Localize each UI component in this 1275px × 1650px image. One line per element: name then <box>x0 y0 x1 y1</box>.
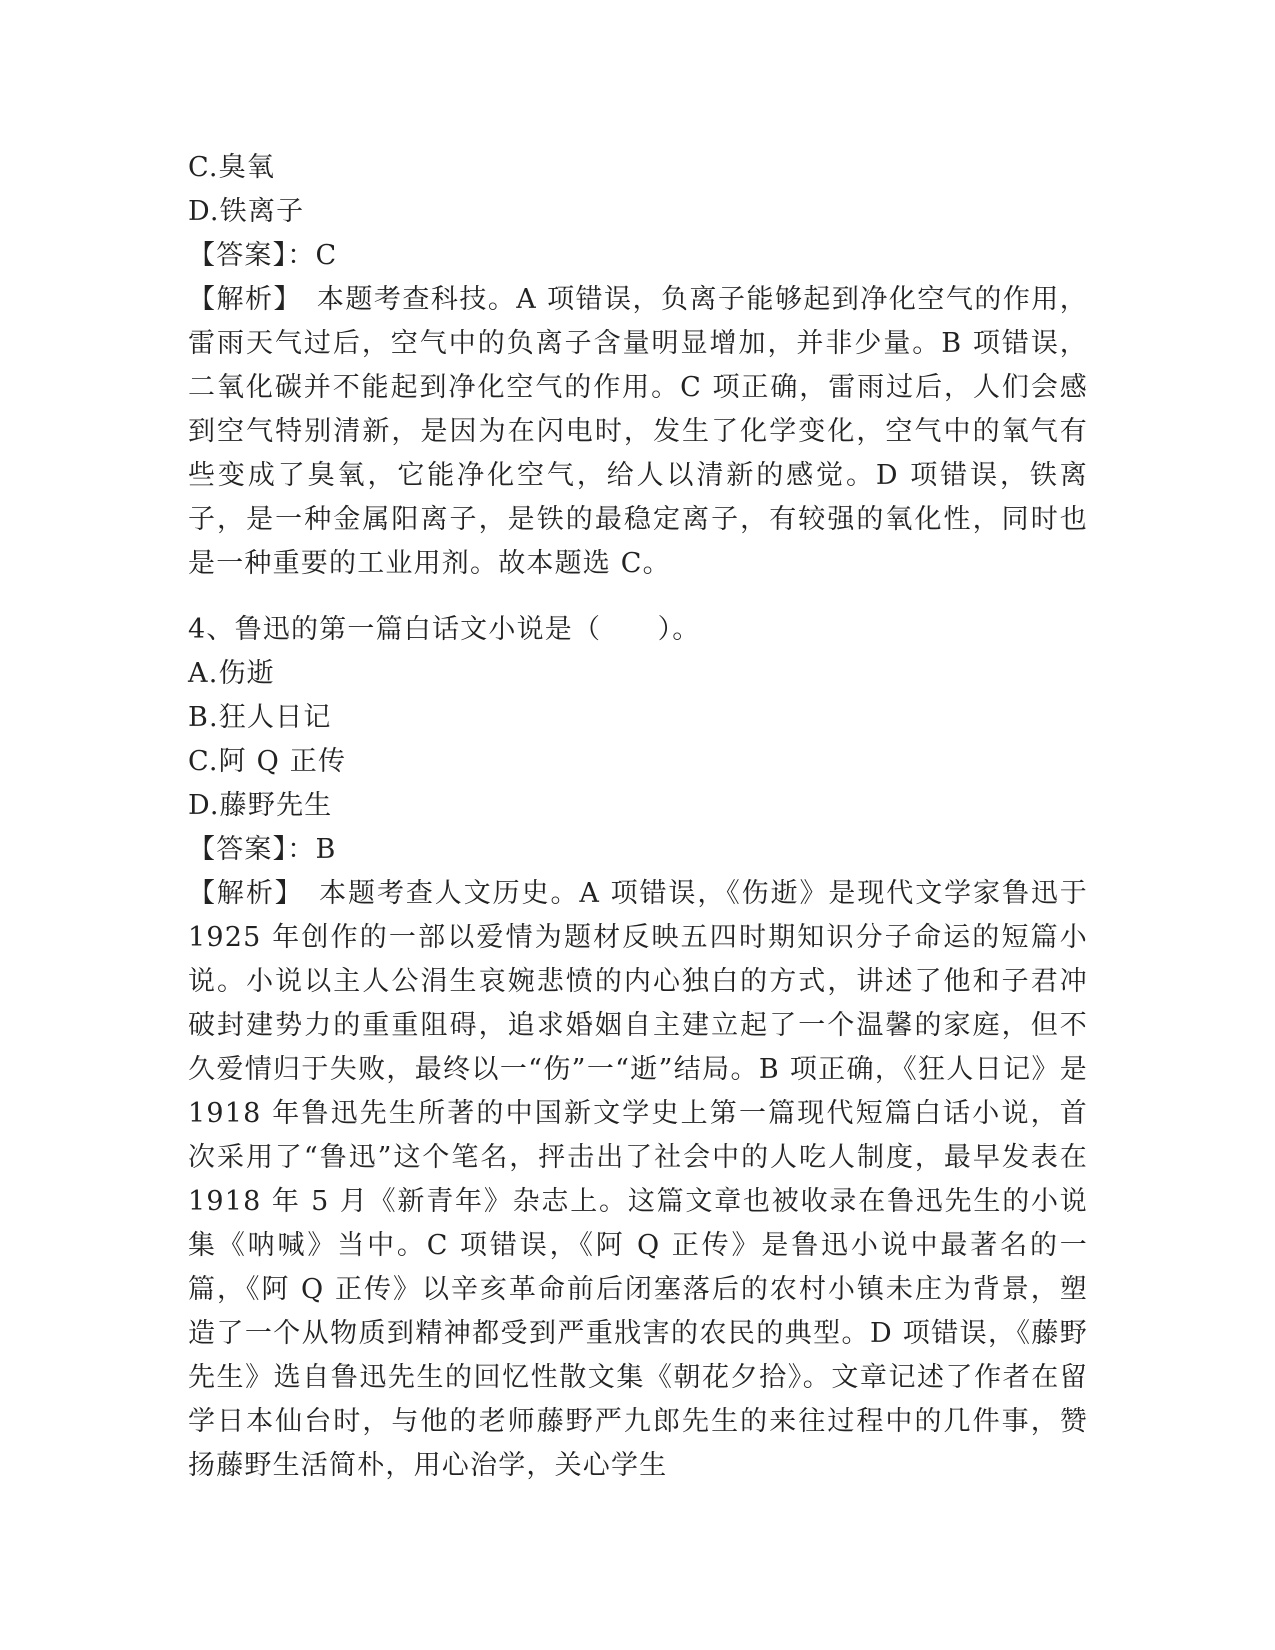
q4-option-b: B.狂人日记 <box>188 702 332 733</box>
document-body <box>188 146 1098 1488</box>
q4-question: 4、鲁迅的第一篇白话文小说是（ ）。 <box>188 614 701 645</box>
q4-explanation: 【解析】 本题考查人文历史。A 项错误，《伤逝》是现代文学家鲁迅于 1925 年创作的一部以爱情为题材反映五四时期知识分子命运的短篇小说。小说以主人公涓生哀婉悲愤的内心独白的方式，讲述了他和子君冲破封建势力的重重阻碍，追求婚姻自主建立起了一个温馨的家庭，但不久爱情归于失败，最终以一“伤”一“逝”结局。B 项正确，《狂人日记》是 1918 年鲁迅先生所著的中国新文学史上第一篇现代短篇白话小说，首次采用了“鲁迅”这个笔名，抨击出了社会中的人吃人制度，最早发表在 1918 年 5 月《新青年》杂志上。这篇文章也被收录在鲁迅先生的小说集《呐喊》当中。C 项错误，《阿 Q 正传》是鲁迅小说中最著名的一篇，《阿 Q 正传》以辛亥革命前后闭塞落后的农村小镇未庄为背景，塑造了一个从物质到精神都受到严重戕害的农民的典型。D 项错误，《藤野先生》选自鲁迅先生的回忆性散文集《朝花夕拾》。文章记述了作者在留学日本仙台时，与他的老师藤野严九郎先生的来往过程中的几件事，赞扬藤野生活简朴，用心治学，关心学生 <box>188 878 1098 1481</box>
q3-explanation: 【解析】 本题考查科技。A 项错误，负离子能够起到净化空气的作用，雷雨天气过后，空气中的负离子含量明显增加，并非少量。B 项错误，二氧化碳并不能起到净化空气的作用。C 项正确，雷雨过后，人们会感到空气特别清新，是因为在闪电时，发生了化学变化，空气中的氧气有些变成了臭氧，它能净化空气，给人以清新的感觉。D 项错误，铁离子，是一种金属阳离子，是铁的最稳定离子，有较强的氧化性，同时也是一种重要的工业用剂。故本题选 C。 <box>188 284 1088 579</box>
q4-option-d: D.藤野先生 <box>188 790 333 821</box>
q4-option-a: A.伤逝 <box>188 658 275 689</box>
question-separator <box>188 586 1088 608</box>
q3-answer: 【答案】：C <box>188 240 338 271</box>
q4-option-c: C.阿 Q 正传 <box>188 746 347 777</box>
q3-option-d: D.铁离子 <box>188 196 305 227</box>
q3-option-c: C.臭氧 <box>188 152 276 183</box>
q4-answer: 【答案】：B <box>188 834 337 865</box>
